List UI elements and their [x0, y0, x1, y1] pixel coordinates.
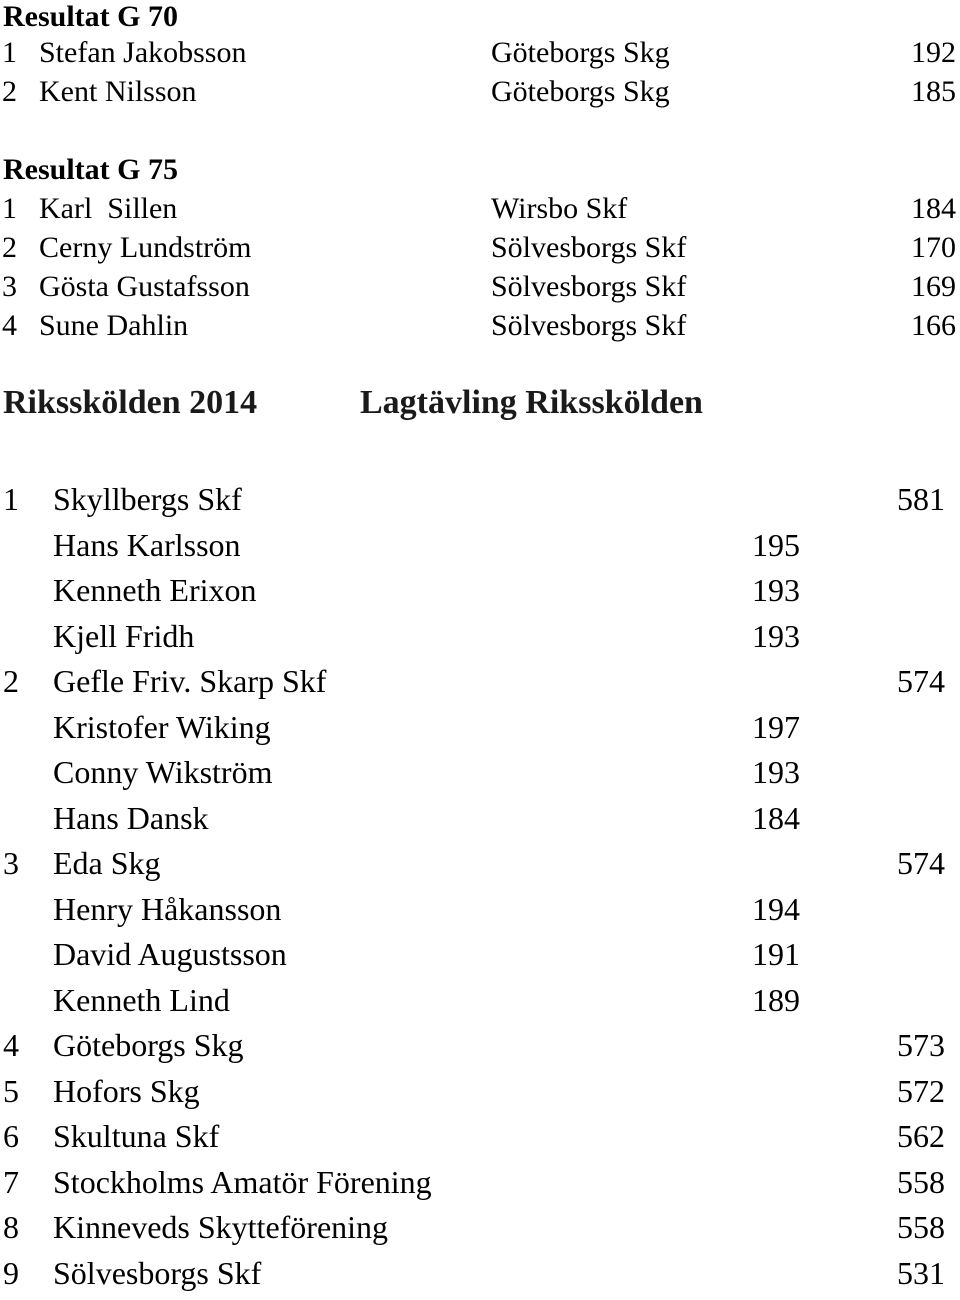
club-name: Sölvesborgs Skf: [491, 270, 687, 303]
team-score: 573: [897, 1027, 945, 1063]
club-name: Göteborgs Skg: [491, 75, 670, 108]
member-name: Conny Wikström: [53, 754, 273, 790]
score: 169: [911, 270, 956, 303]
club-name: Wirsbo Skf: [491, 192, 628, 225]
place: 3: [2, 270, 17, 303]
place: 7: [3, 1164, 19, 1200]
member-score: 184: [752, 800, 800, 836]
member-name: David Augustsson: [53, 936, 287, 972]
member-score: 194: [752, 891, 800, 927]
shooter-name: Kent Nilsson: [39, 75, 197, 108]
member-score: 193: [752, 754, 800, 790]
member-score: 189: [752, 982, 800, 1018]
team-score: 572: [897, 1073, 945, 1109]
shooter-name: Gösta Gustafsson: [39, 270, 250, 303]
member-name: Kenneth Erixon: [53, 572, 257, 608]
shooter-name: Cerny Lundström: [39, 231, 252, 264]
team-name: Eda Skg: [53, 845, 161, 881]
team-name: Kinneveds Skytteförening: [53, 1209, 389, 1245]
place: 2: [2, 75, 17, 108]
place: 3: [3, 845, 19, 881]
shooter-name: Sune Dahlin: [39, 309, 189, 342]
club-name: Sölvesborgs Skf: [491, 231, 687, 264]
place: 8: [3, 1209, 19, 1245]
team-name: Skyllbergs Skf: [53, 481, 242, 517]
member-name: Hans Karlsson: [53, 527, 241, 563]
place: 1: [2, 36, 17, 69]
member-name: Henry Håkansson: [53, 891, 282, 927]
place: 4: [2, 309, 17, 342]
place: 9: [3, 1255, 19, 1291]
member-name: Kjell Fridh: [53, 618, 195, 654]
shooter-name: Karl Sillen: [39, 192, 178, 225]
score: 170: [911, 231, 956, 264]
score: 184: [911, 192, 956, 225]
place: 5: [3, 1073, 19, 1109]
member-score: 195: [752, 527, 800, 563]
place: 1: [3, 481, 19, 517]
riksskolden-title: Riksskölden 2014: [3, 384, 258, 421]
team-name: Hofors Skg: [53, 1073, 200, 1109]
place: 2: [2, 231, 17, 264]
member-score: 197: [752, 709, 800, 745]
member-name: Kenneth Lind: [53, 982, 230, 1018]
team-name: Gefle Friv. Skarp Skf: [53, 663, 327, 699]
member-name: Hans Dansk: [53, 800, 209, 836]
score: 166: [911, 309, 956, 342]
club-name: Göteborgs Skg: [491, 36, 670, 69]
team-score: 574: [897, 845, 945, 881]
member-score: 193: [752, 618, 800, 654]
score: 185: [911, 75, 956, 108]
member-score: 191: [752, 936, 800, 972]
shooter-name: Stefan Jakobsson: [39, 36, 247, 69]
team-score: 558: [897, 1164, 945, 1200]
club-name: Sölvesborgs Skf: [491, 309, 687, 342]
place: 4: [3, 1027, 19, 1063]
team-name: Skultuna Skf: [53, 1118, 220, 1154]
place: 1: [2, 192, 17, 225]
team-name: Göteborgs Skg: [53, 1027, 244, 1063]
team-score: 531: [897, 1255, 945, 1291]
team-score: 558: [897, 1209, 945, 1245]
member-score: 193: [752, 572, 800, 608]
member-name: Kristofer Wiking: [53, 709, 271, 745]
riksskolden-subtitle: Lagtävling Riksskölden: [360, 384, 703, 421]
team-score: 574: [897, 663, 945, 699]
team-name: Stockholms Amatör Förening: [53, 1164, 432, 1200]
place: 6: [3, 1118, 19, 1154]
score: 192: [911, 36, 956, 69]
team-score: 562: [897, 1118, 945, 1154]
place: 2: [3, 663, 19, 699]
team-name: Sölvesborgs Skf: [53, 1255, 262, 1291]
team-score: 581: [897, 481, 945, 517]
